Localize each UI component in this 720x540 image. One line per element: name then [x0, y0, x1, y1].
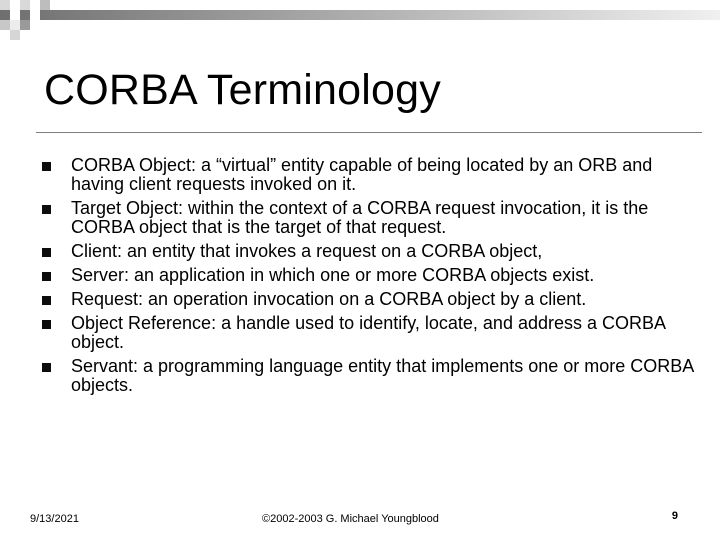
bullet-text: Object Reference: a handle used to identify, locate, and address a CORBA object.	[71, 313, 666, 352]
deco-square	[0, 0, 10, 10]
bullet-text: Request: an operation invocation on a CORBA object by a client.	[71, 289, 587, 309]
square-bullet-icon	[42, 162, 51, 171]
bullet-item	[0, 156, 700, 194]
deco-square	[10, 10, 20, 20]
bullet-list	[0, 156, 700, 400]
square-bullet-icon	[42, 272, 51, 281]
bullet-text: Target Object: within the context of a CORBA request invocation, it is the CORBA object that is the target of that request.	[71, 198, 649, 237]
bullet-item	[0, 266, 700, 285]
page-number: 9	[671, 510, 678, 522]
deco-square	[0, 20, 10, 30]
deco-square	[20, 20, 30, 30]
square-bullet-icon	[42, 363, 51, 372]
footer-copyright: ©2002-2003 G. Michael Youngblood	[262, 513, 439, 525]
square-bullet-icon	[42, 320, 51, 329]
square-bullet-icon	[42, 296, 51, 305]
deco-square	[20, 0, 30, 10]
bullet-item	[0, 357, 700, 395]
title-divider	[36, 132, 702, 133]
square-bullet-icon	[42, 205, 51, 214]
bullet-item	[0, 290, 700, 309]
bullet-item	[0, 199, 700, 237]
header-gradient-band	[0, 10, 720, 20]
footer-date: 9/13/2021	[30, 513, 79, 525]
deco-square	[40, 0, 50, 10]
bullet-item	[0, 242, 700, 261]
deco-square	[10, 30, 20, 40]
bullet-item	[0, 314, 700, 352]
bullet-text: Server: an application in which one or more CORBA objects exist.	[71, 265, 595, 285]
deco-square	[10, 20, 20, 30]
bullet-text: Servant: a programming language entity that implements one or more CORBA objects.	[71, 356, 694, 395]
square-bullet-icon	[42, 248, 51, 257]
bullet-text: CORBA Object: a “virtual” entity capable of being located by an ORB and having client requests invoked on it.	[71, 155, 653, 194]
deco-square	[30, 10, 40, 20]
bullet-text: Client: an entity that invokes a request on a CORBA object,	[71, 241, 543, 261]
slide-title: CORBA Terminology	[44, 66, 441, 114]
header-decoration	[0, 0, 720, 60]
